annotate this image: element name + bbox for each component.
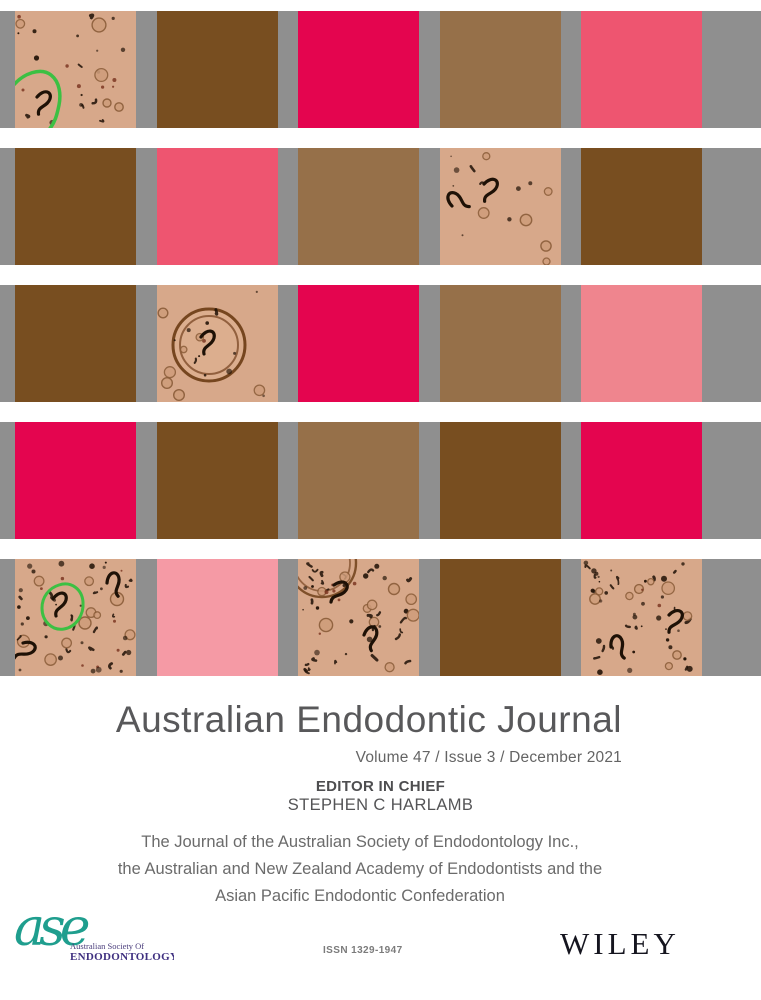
- color-tile: [581, 11, 702, 128]
- volume-issue-line: Volume 47 / Issue 3 / December 2021: [355, 749, 622, 766]
- affiliation-line-1: The Journal of the Australian Society of Endodontology Inc.,: [141, 833, 579, 851]
- micrograph-tile: [440, 148, 561, 265]
- color-tile: [15, 285, 136, 402]
- affiliation-statement: [40, 829, 680, 910]
- tile-strip-row-4: [0, 422, 761, 539]
- affiliation-line-3: Asian Pacific Endodontic Confederation: [215, 887, 505, 905]
- tile-strip-row-1: [0, 11, 761, 128]
- society-name-line1: Australian Society Of: [70, 941, 145, 951]
- editor-in-chief-label: EDITOR IN CHIEF: [315, 778, 446, 795]
- issn-number: ISSN 1329-1947: [323, 945, 403, 956]
- tile-strip-row-5: [0, 559, 761, 676]
- micrograph-tile: [157, 285, 278, 402]
- ase-script-mark: ase: [14, 901, 85, 958]
- tile-strip-row-3: [0, 285, 761, 402]
- journal-title: Australian Endodontic Journal: [115, 699, 622, 740]
- micrograph-tile: [581, 559, 702, 676]
- micrograph-tile: [15, 559, 136, 676]
- color-tile: [15, 148, 136, 265]
- color-tile: [298, 11, 419, 128]
- color-tile: [15, 422, 136, 539]
- color-tile: [298, 285, 419, 402]
- color-tile: [440, 285, 561, 402]
- micrograph-tile: [298, 559, 419, 676]
- color-tile: [440, 422, 561, 539]
- wiley-logo: WILEY: [560, 926, 680, 961]
- color-tile: [581, 148, 702, 265]
- color-tile: [157, 148, 278, 265]
- color-tile: [581, 285, 702, 402]
- ase-society-logo: [14, 901, 174, 970]
- tile-strip-row-2: [0, 148, 761, 265]
- color-tile: [157, 422, 278, 539]
- color-tile: [440, 11, 561, 128]
- color-tile: [157, 11, 278, 128]
- color-tile: [298, 148, 419, 265]
- color-tile: [581, 422, 702, 539]
- color-tile: [440, 559, 561, 676]
- color-tile: [298, 422, 419, 539]
- editor-name: STEPHEN C HARLAMB: [287, 796, 474, 814]
- society-name-line2: ENDODONTOLOGY: [70, 951, 174, 963]
- color-tile: [157, 559, 278, 676]
- micrograph-tile: [15, 11, 136, 128]
- affiliation-line-2: the Australian and New Zealand Academy of Endodontists and the: [117, 860, 603, 878]
